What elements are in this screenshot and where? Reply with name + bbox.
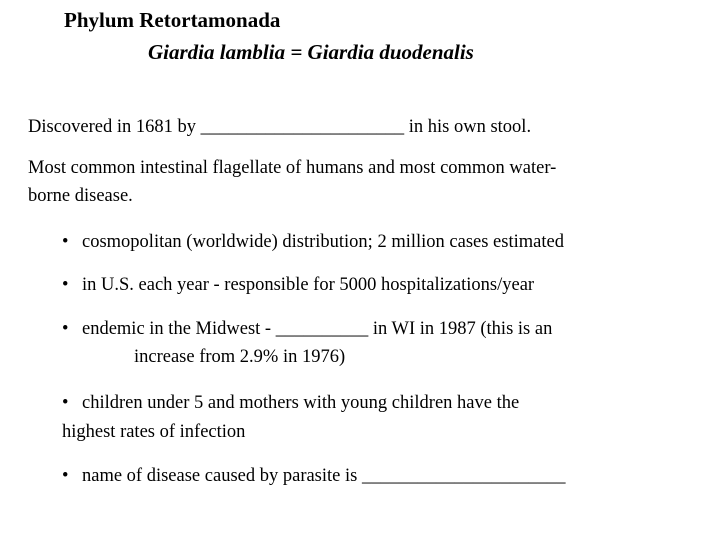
slide-title: Phylum Retortamonada	[64, 8, 281, 32]
bullet-text: in U.S. each year - responsible for 5000 hospitalizations/year	[82, 275, 535, 295]
bullet-item	[62, 389, 519, 417]
bullet-text: children under 5 and mothers with young children have the	[82, 393, 520, 413]
bullet-item	[62, 462, 565, 490]
bullet-text-continuation: highest rates of infection	[62, 422, 246, 442]
bullet-icon: •	[62, 319, 69, 339]
bullet-icon: •	[62, 466, 69, 486]
discovered-paragraph: Discovered in 1681 by ______________________ in his own stool.	[28, 117, 532, 137]
bullet-icon: •	[62, 232, 69, 252]
common-paragraph-line2: borne disease.	[28, 186, 133, 206]
bullet-item	[62, 271, 534, 299]
bullet-item	[62, 228, 564, 256]
common-paragraph-line1: Most common intestinal flagellate of humans and most common water-	[28, 158, 557, 178]
bullet-icon: •	[62, 275, 69, 295]
bullet-text: name of disease caused by parasite is ______________________	[82, 466, 566, 486]
bullet-text: cosmopolitan (worldwide) distribution; 2 million cases estimated	[82, 232, 564, 252]
slide-subtitle: Giardia lamblia = Giardia duodenalis	[148, 40, 474, 64]
bullet-text-continuation: increase from 2.9% in 1976)	[134, 347, 346, 367]
bullet-text: endemic in the Midwest - __________ in WI in 1987 (this is an	[82, 319, 553, 339]
bullet-item	[62, 315, 552, 343]
bullet-icon: •	[62, 393, 69, 413]
